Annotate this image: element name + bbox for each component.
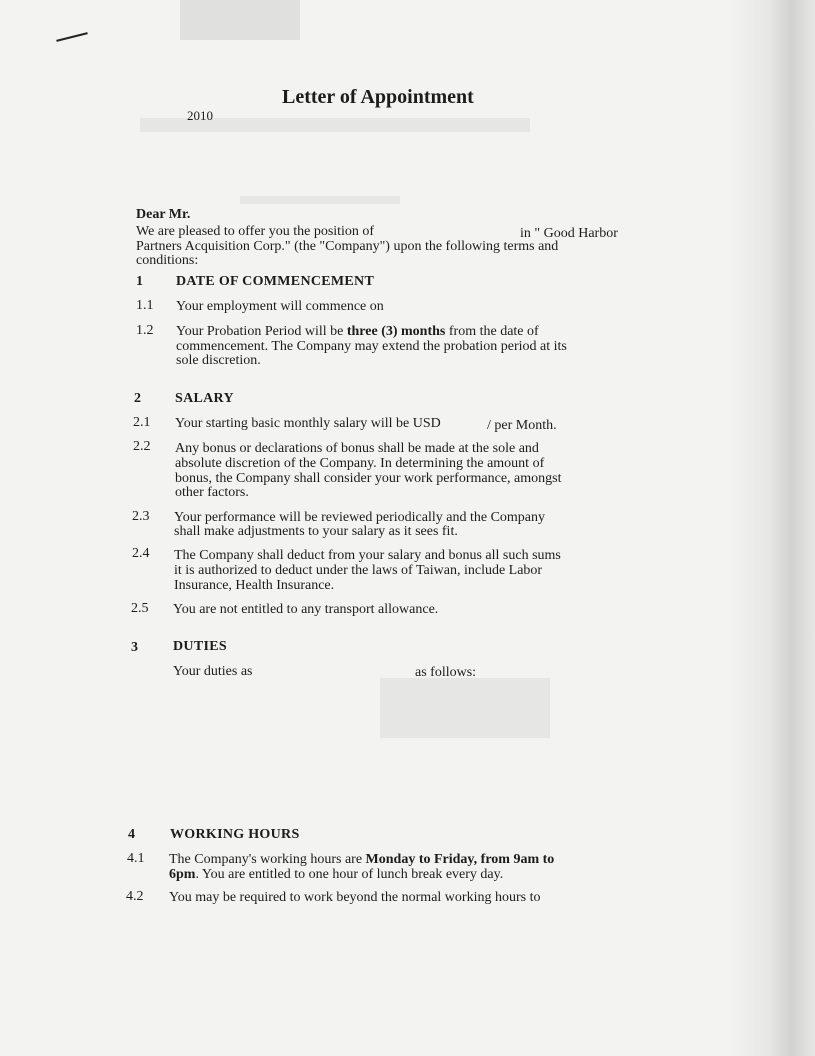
clause-number: 1.2 <box>136 323 154 338</box>
clause-text-part: from the date of <box>448 324 539 339</box>
clause-text-part: . You are entitled to one hour of lunch break every day. <box>195 867 504 882</box>
clause-text <box>176 324 539 339</box>
clause-text: Any bonus or declarations of bonus shall be made at the sole and <box>175 441 539 456</box>
clause-number: 2.4 <box>132 546 150 561</box>
clause-text <box>169 867 503 882</box>
scan-noise <box>380 678 550 738</box>
scan-mark <box>56 32 88 42</box>
clause-text: / per Month. <box>487 418 557 433</box>
clause-number: 1.1 <box>136 298 154 313</box>
section-heading-salary: SALARY <box>175 391 234 406</box>
clause-number: 4.1 <box>127 851 145 866</box>
clause-text-bold: Monday to Friday, from 9am to <box>365 852 555 867</box>
clause-text: The Company shall deduct from your salary and bonus all such sums <box>174 548 561 563</box>
clause-text <box>169 852 554 867</box>
clause-text: commencement. The Company may extend the probation period at its <box>176 339 567 354</box>
clause-text: bonus, the Company shall consider your work performance, amongst <box>175 471 562 486</box>
clause-text: absolute discretion of the Company. In determining the amount of <box>175 456 545 471</box>
clause-text: as follows: <box>415 665 477 680</box>
letter-date: 2010 <box>187 108 213 123</box>
clause-number: 2.2 <box>133 439 151 454</box>
clause-number: 2.5 <box>131 601 149 616</box>
clause-text: other factors. <box>175 485 249 500</box>
clause-text: sole discretion. <box>176 353 261 368</box>
section-number: 2 <box>134 391 141 406</box>
section-heading-duties: DUTIES <box>173 639 227 654</box>
clause-number: 4.2 <box>126 889 144 904</box>
scan-shadow-right <box>729 0 815 1056</box>
intro-line-2: Partners Acquisition Corp." (the "Company") upon the following terms and <box>136 239 559 254</box>
scan-shadow-top <box>180 0 300 40</box>
clause-text: Your employment will commence on <box>176 299 384 314</box>
section-number: 1 <box>136 274 143 289</box>
section-number: 3 <box>131 640 138 655</box>
clause-text-bold: 6pm <box>169 867 196 882</box>
clause-text: Your duties as <box>173 664 253 679</box>
clause-text: Your starting basic monthly salary will be USD <box>175 416 441 431</box>
section-heading-commencement: DATE OF COMMENCEMENT <box>176 274 375 289</box>
document-title: Letter of Appointment <box>282 86 474 108</box>
clause-text-part: Your Probation Period will be <box>176 324 344 339</box>
salutation: Dear Mr. <box>136 207 191 222</box>
clause-text: Insurance, Health Insurance. <box>174 578 335 593</box>
clause-number: 2.1 <box>133 415 151 430</box>
clause-text: shall make adjustments to your salary as it sees fit. <box>174 524 458 539</box>
intro-line-1b: in " Good Harbor <box>520 226 618 241</box>
section-number: 4 <box>128 827 135 842</box>
scan-noise <box>240 196 400 204</box>
clause-text: You may be required to work beyond the normal working hours to <box>169 890 541 905</box>
clause-text: it is authorized to deduct under the laws of Taiwan, include Labor <box>174 563 543 578</box>
section-heading-working-hours: WORKING HOURS <box>170 827 300 842</box>
clause-text: You are not entitled to any transport allowance. <box>173 602 439 617</box>
clause-text-part: The Company's working hours are <box>169 852 363 867</box>
intro-line-3: conditions: <box>136 253 199 268</box>
clause-text-bold: three (3) months <box>346 324 446 339</box>
intro-line-1a: We are pleased to offer you the position of <box>136 224 375 239</box>
clause-text: Your performance will be reviewed periodically and the Company <box>174 510 546 525</box>
clause-number: 2.3 <box>132 509 150 524</box>
